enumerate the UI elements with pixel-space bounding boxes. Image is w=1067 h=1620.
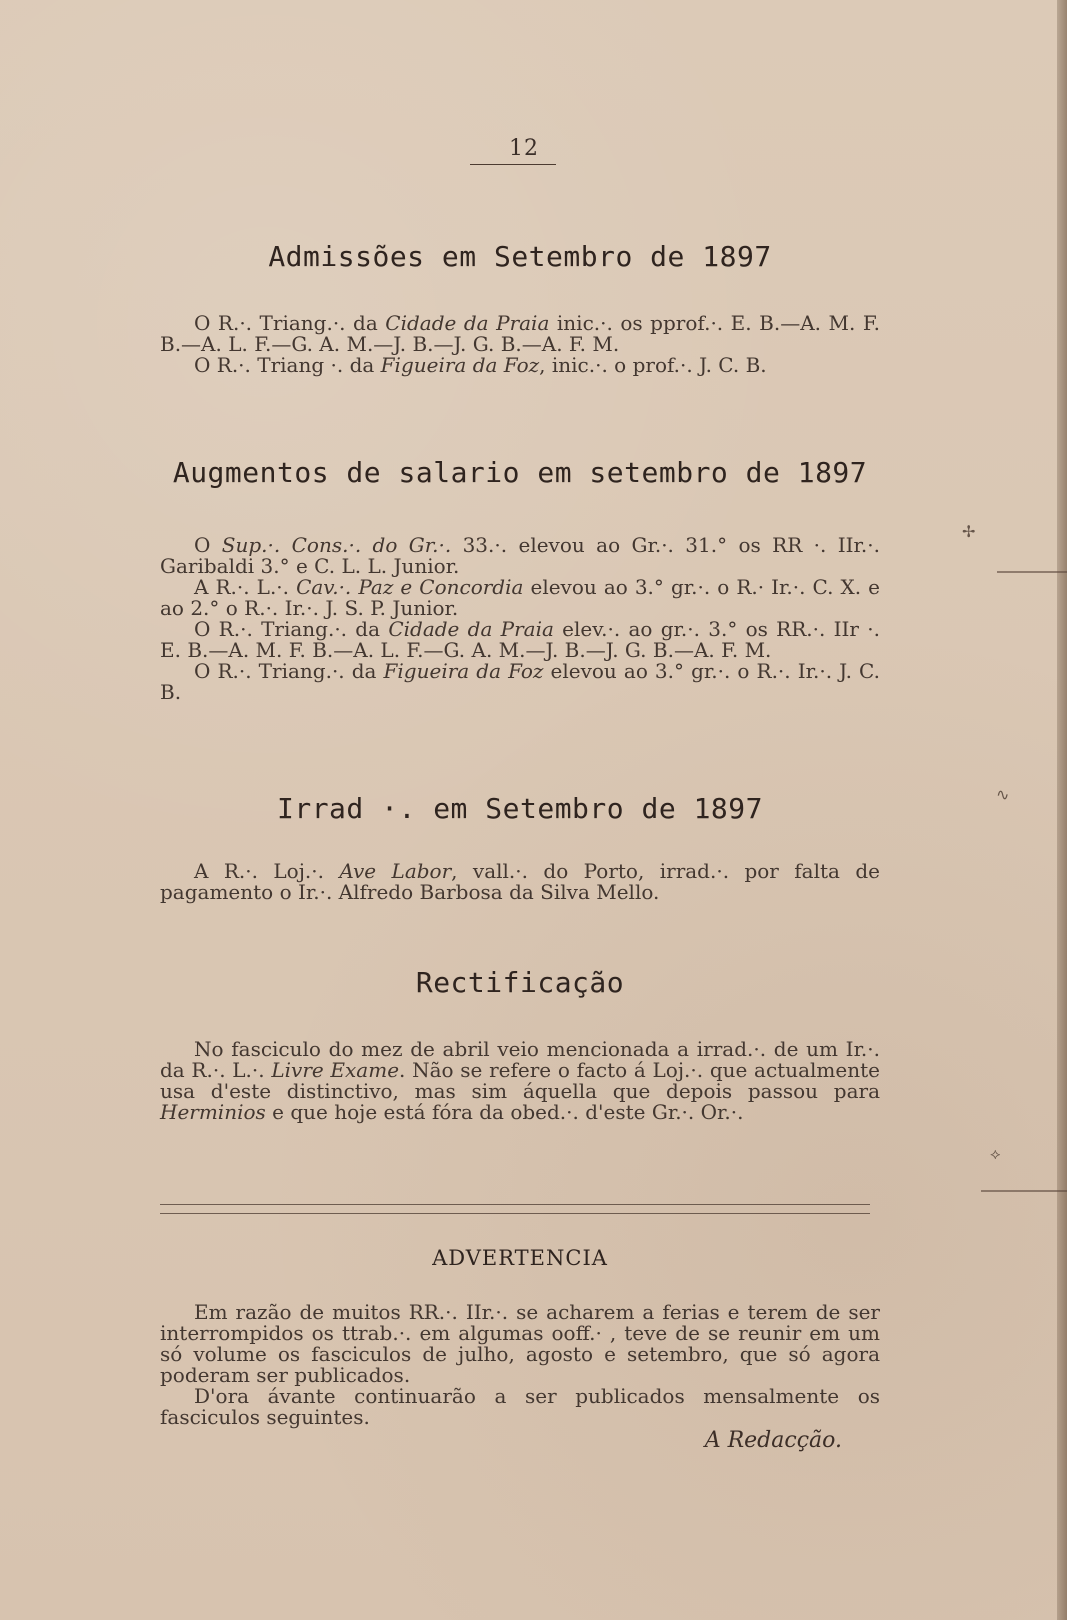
- rectification-paragraph-1-part3: e que hoje está fóra da obed.·. d'este Gr.·. Or.·.: [265, 1100, 744, 1124]
- irrad-paragraph-1-italic: Ave Labor: [339, 859, 452, 883]
- rectification-paragraph-1-part2: . Não se refere o facto á Loj.·. que actualmente usa d'este distinctivo, mas sim áquella que depois passou para: [160, 1058, 880, 1103]
- notice-section: [160, 1246, 880, 1428]
- admissions-paragraph-2: [160, 355, 880, 376]
- salary-paragraph-2-italic: Cav.·. Paz e Concordia: [296, 575, 524, 599]
- double-divider-rule: [160, 1204, 870, 1214]
- salary-paragraph-4: [160, 661, 880, 703]
- margin-rule: [997, 571, 1067, 573]
- notice-paragraph-1: Em razão de muitos RR.·. IIr.·. se acharem a ferias e terem de ser interrompidos os ttrab.·. em algumas ooff.· , teve de se reunir em um só volume os fasciculos de julho, agosto e setembro, que só agora poderam ser publicados.: [160, 1300, 880, 1387]
- salary-paragraph-1-italic: Sup.·. Cons.·. do Gr.·.: [221, 533, 452, 557]
- irrad-paragraph-1-part1: A R.·. Loj.·.: [194, 859, 340, 883]
- salary-paragraph-3: [160, 619, 880, 661]
- notice-title: ADVERTENCIA: [432, 1246, 608, 1270]
- admissions-paragraph-2-part1: O R.·. Triang ·. da: [194, 353, 381, 377]
- admissions-title: Admissões em Setembro de 1897: [268, 240, 772, 273]
- salary-paragraph-3-part2: elev.·. ao gr.·. 3.° os RR.·. IIr ·. E. B.—A. M. F. B.—A. L. F.—G. A. M.—J. B.—J. G. B.—A. F. M.: [160, 617, 880, 662]
- page-number: 12: [509, 136, 539, 161]
- salary-paragraph-3-italic: Cidade da Praia: [388, 617, 554, 641]
- rectification-title: Rectificação: [415, 966, 625, 999]
- admissions-paragraph-1-italic: Cidade da Praia: [385, 311, 550, 335]
- margin-mark-icon: ✢: [962, 522, 976, 541]
- admissions-paragraph-2-italic: Figueira da Foz: [380, 353, 540, 377]
- notice-paragraph-2: D'ora ávante continuarão a ser publicados mensalmente os fasciculos seguintes.: [160, 1384, 880, 1429]
- salary-section: [160, 456, 880, 703]
- rectification-paragraph-1-italic: Livre Exame: [271, 1058, 400, 1082]
- salary-paragraph-2-part1: A R.·. L.·.: [194, 575, 297, 599]
- admissions-section: [160, 240, 880, 376]
- salary-paragraph-4-part2: elevou ao 3.° gr.·. o R.·. Ir.·. J. C. B.: [160, 659, 880, 704]
- rectification-paragraph-1: [160, 1039, 880, 1123]
- salary-paragraph-1-part1: O: [194, 533, 222, 557]
- salary-paragraph-1: [160, 535, 880, 577]
- salary-paragraph-2-part2: elevou ao 3.° gr.·. o R.· Ir.·. C. X. e ao 2.° o R.·. Ir.·. J. S. P. Junior.: [160, 575, 880, 620]
- rectification-section: [160, 966, 880, 1123]
- irrad-paragraph-1-part2: , vall.·. do Porto, irrad.·. por falta de pagamento o Ir.·. Alfredo Barbosa da Silva Mello.: [160, 859, 880, 904]
- margin-tack-icon: ⟡: [990, 1144, 1001, 1163]
- admissions-paragraph-1-part2: inic.·. os pprof.·. E. B.—A. M. F. B.—A. L. F.—G. A. M.—J. B.—J. G. B.—A. F. M.: [160, 311, 880, 356]
- margin-scribble-icon: ∿: [996, 785, 1010, 804]
- irrad-title: Irrad ·. em Setembro de 1897: [276, 792, 763, 825]
- admissions-paragraph-1-part1: O R.·. Triang.·. da: [194, 311, 386, 335]
- irrad-paragraph-1: [160, 861, 880, 903]
- irrad-section: [160, 792, 880, 903]
- salary-title: Augmentos de salario em setembro de 1897: [172, 456, 868, 489]
- salary-paragraph-1-part2: 33.·. elevou ao Gr.·. 31.° os RR ·. IIr.·. Garibaldi 3.° e C. L. L. Junior.: [160, 533, 880, 578]
- margin-rule-2: [981, 1190, 1067, 1192]
- rectification-paragraph-1-part1: No fasciculo do mez de abril veio mencionada a irrad.·. de um Ir.·. da R.·. L.·.: [160, 1037, 880, 1082]
- salary-paragraph-4-italic: Figueira da Foz: [383, 659, 544, 683]
- page-number-rule: [470, 164, 556, 165]
- page-edge-shadow: [1057, 0, 1067, 1620]
- salary-paragraph-2: [160, 577, 880, 619]
- admissions-paragraph-2-part2: , inic.·. o prof.·. J. C. B.: [539, 353, 767, 377]
- salary-paragraph-4-part1: O R.·. Triang.·. da: [194, 659, 384, 683]
- admissions-paragraph-1: [160, 313, 880, 355]
- salary-paragraph-3-part1: O R.·. Triang.·. da: [194, 617, 389, 641]
- signature: A Redacção.: [704, 1428, 842, 1453]
- rectification-paragraph-1-italic-2: Herminios: [160, 1100, 266, 1124]
